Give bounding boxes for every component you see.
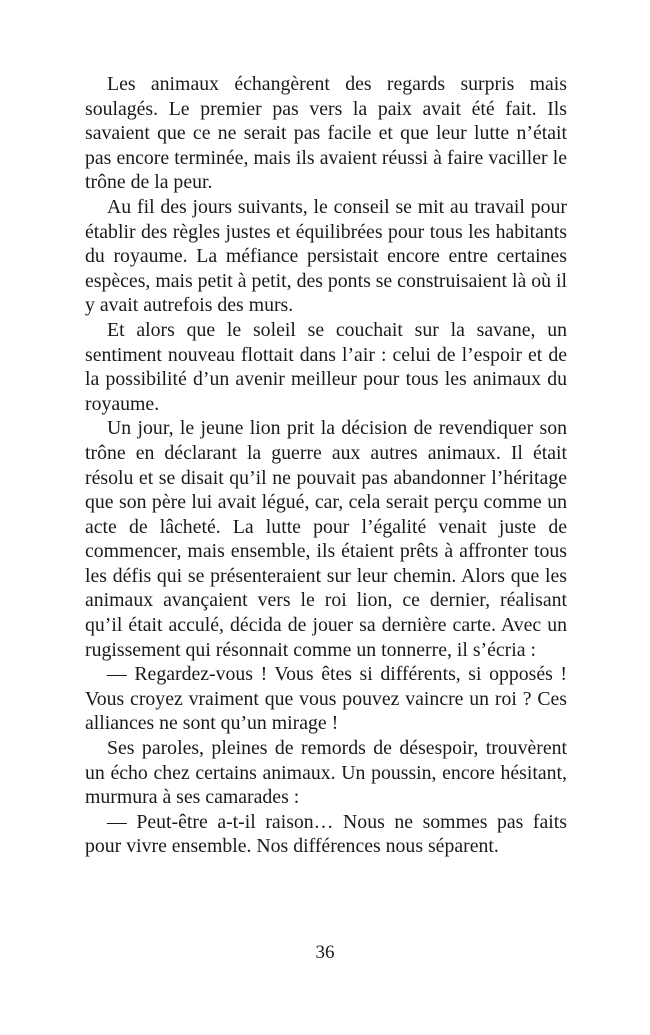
paragraph: Et alors que le soleil se couchait sur la savane, un sentiment nouveau flottait dans l’air : celui de l’espoir et de la possibilité d’un avenir meilleur pour tous les animaux du royaume. bbox=[85, 318, 567, 415]
dialogue-paragraph: — Regardez-vous ! Vous êtes si différents, si opposés ! Vous croyez vraiment que vous pouvez vaincre un roi ? Ces alliances ne sont qu’un mirage ! bbox=[85, 663, 567, 735]
page-body bbox=[85, 72, 567, 859]
paragraph: Ses paroles, pleines de remords de désespoir, trouvèrent un écho chez certains animaux. Un poussin, encore hésitant, murmura à ses camarades : bbox=[85, 737, 567, 809]
paragraph: Au fil des jours suivants, le conseil se mit au travail pour établir des règles justes et équilibrées pour tous les habitants du royaume. La méfiance persistait encore entre certaines espèces, mais petit à petit, des ponts se construisaient là où il y avait autrefois des murs. bbox=[85, 195, 567, 317]
dialogue-paragraph: — Peut-être a-t-il raison… Nous ne sommes pas faits pour vivre ensemble. Nos différences nous séparent. bbox=[85, 810, 567, 858]
page-number: 36 bbox=[315, 942, 335, 963]
paragraph: Les animaux échangèrent des regards surpris mais soulagés. Le premier pas vers la paix avait été fait. Ils savaient que ce ne serait pas facile et que leur lutte n’était pas encore terminée, mais ils avaient réussi à faire vaciller le trône de la peur. bbox=[85, 73, 567, 194]
paragraph: Un jour, le jeune lion prit la décision de revendiquer son trône en déclarant la guerre aux autres animaux. Il était résolu et se disait qu’il ne pouvait pas abandonner l’héritage que son père lui avait légué, car, cela serait perçu comme un acte de lâcheté. La lutte pour l’égalité venait juste de commencer, mais ensemble, ils étaient prêts à affronter tous les défis qui se présenteraient sur leur chemin. Alors que les animaux avançaient vers le roi lion, ce dernier, réalisant qu’il était acculé, décida de jouer sa dernière carte. Avec un rugissement qui résonnait comme un tonnerre, il s’écria : bbox=[85, 417, 567, 661]
